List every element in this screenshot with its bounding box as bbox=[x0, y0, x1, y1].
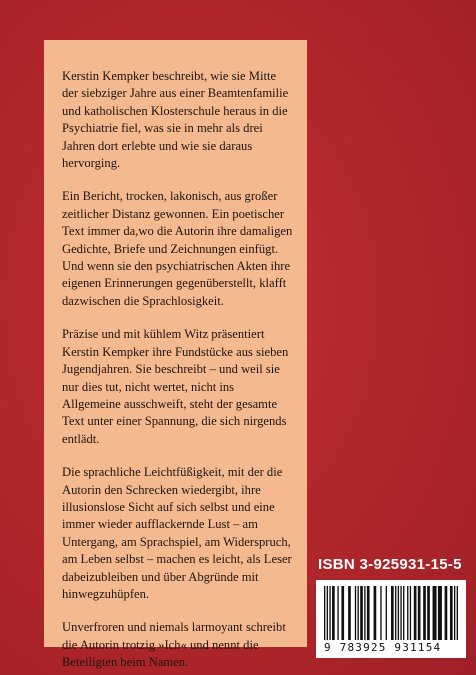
barcode-bar bbox=[450, 586, 453, 640]
barcode-number: 9 783925 931154 bbox=[324, 641, 442, 654]
barcode-bar bbox=[332, 586, 335, 640]
barcode-bar bbox=[374, 586, 377, 640]
barcode-bar bbox=[327, 586, 328, 640]
barcode-bar bbox=[457, 586, 458, 640]
barcode-bar bbox=[423, 586, 426, 640]
barcode-bar bbox=[433, 586, 437, 640]
barcode-bar bbox=[395, 586, 396, 640]
barcode-bar bbox=[337, 586, 338, 640]
blurb-paragraph-1: Kerstin Kempker beschreibt, wie sie Mitte der siebziger Jahre aus einer Beamtenfamilie und katholischen Klosterschule heraus in die Psychiatrie fiel, was sie in mehr als drei Jahren dort erlebte und wie sie daraus hervorging. bbox=[62, 69, 289, 171]
blurb-paragraph-5: Unverfroren und niemals larmoyant schreibt die Autorin trotzig »Ich« und nennt die Beteiligten beim Namen. bbox=[62, 620, 286, 670]
barcode-bars bbox=[324, 586, 458, 640]
barcode-bar bbox=[329, 586, 330, 640]
barcode-bar bbox=[364, 586, 365, 640]
barcode-bar bbox=[400, 586, 401, 640]
blurb-paragraph-2: Ein Bericht, trocken, lakonisch, aus großer zeitlicher Distanz gewonnen. Ein poetischer Text immer da,wo die Autorin ihre damaligen Gedichte, Briefe und Zeichnungen einfügt. Und wenn sie den psychiatrischen Akten ihre eigenen Erinnerungen gegenüberstellt, klafft dazwischen die Sprachlosigkeit. bbox=[62, 189, 293, 308]
barcode-bar bbox=[341, 586, 344, 640]
barcode-bar bbox=[438, 586, 442, 640]
blurb-paragraph-4: Die sprachliche Leichtfüßigkeit, mit der die Autorin den Schrecken wiedergibt, ihre illusionslose Sicht auf sich selbst und eine immer wieder aufflackernde Lust – am Untergang, am Sprachspiel, am Widerspruch, am Leben selbst – machen es leicht, als Leser dabeizubleiben und über Abgründe mit hinwegzuhüpfen. bbox=[62, 465, 292, 601]
barcode-bar bbox=[386, 586, 387, 640]
barcode-bar bbox=[367, 586, 370, 640]
barcode-bar bbox=[391, 586, 394, 640]
barcode-bar bbox=[418, 586, 421, 640]
barcode-bar bbox=[407, 586, 408, 640]
barcode-bar bbox=[445, 586, 448, 640]
barcode-bar bbox=[398, 586, 399, 640]
barcode-bar bbox=[414, 586, 417, 640]
barcode-bar bbox=[358, 586, 359, 640]
barcode-bar bbox=[410, 586, 411, 640]
barcode-bar bbox=[380, 586, 381, 640]
barcode-bar bbox=[324, 586, 325, 640]
barcode-bar bbox=[403, 586, 404, 640]
barcode-bar bbox=[454, 586, 455, 640]
barcode-bar bbox=[360, 586, 363, 640]
blurb-paragraph-3: Präzise und mit kühlem Witz präsentiert Kerstin Kempker ihre Fundstücke aus sieben Jugendjahren. Sie beschreibt – und weil sie nur dies tut, nicht wertet, nicht ins Allgemeine ausschweift, steht der gesamte Text unter einer Spannung, die sich nirgends entlädt. bbox=[62, 327, 289, 446]
barcode-bar bbox=[355, 586, 356, 640]
barcode bbox=[316, 580, 466, 658]
barcode-bar bbox=[348, 586, 351, 640]
barcode-bar bbox=[427, 586, 430, 640]
isbn-label: ISBN 3-925931-15-5 bbox=[318, 556, 462, 573]
blurb-panel bbox=[44, 40, 307, 670]
